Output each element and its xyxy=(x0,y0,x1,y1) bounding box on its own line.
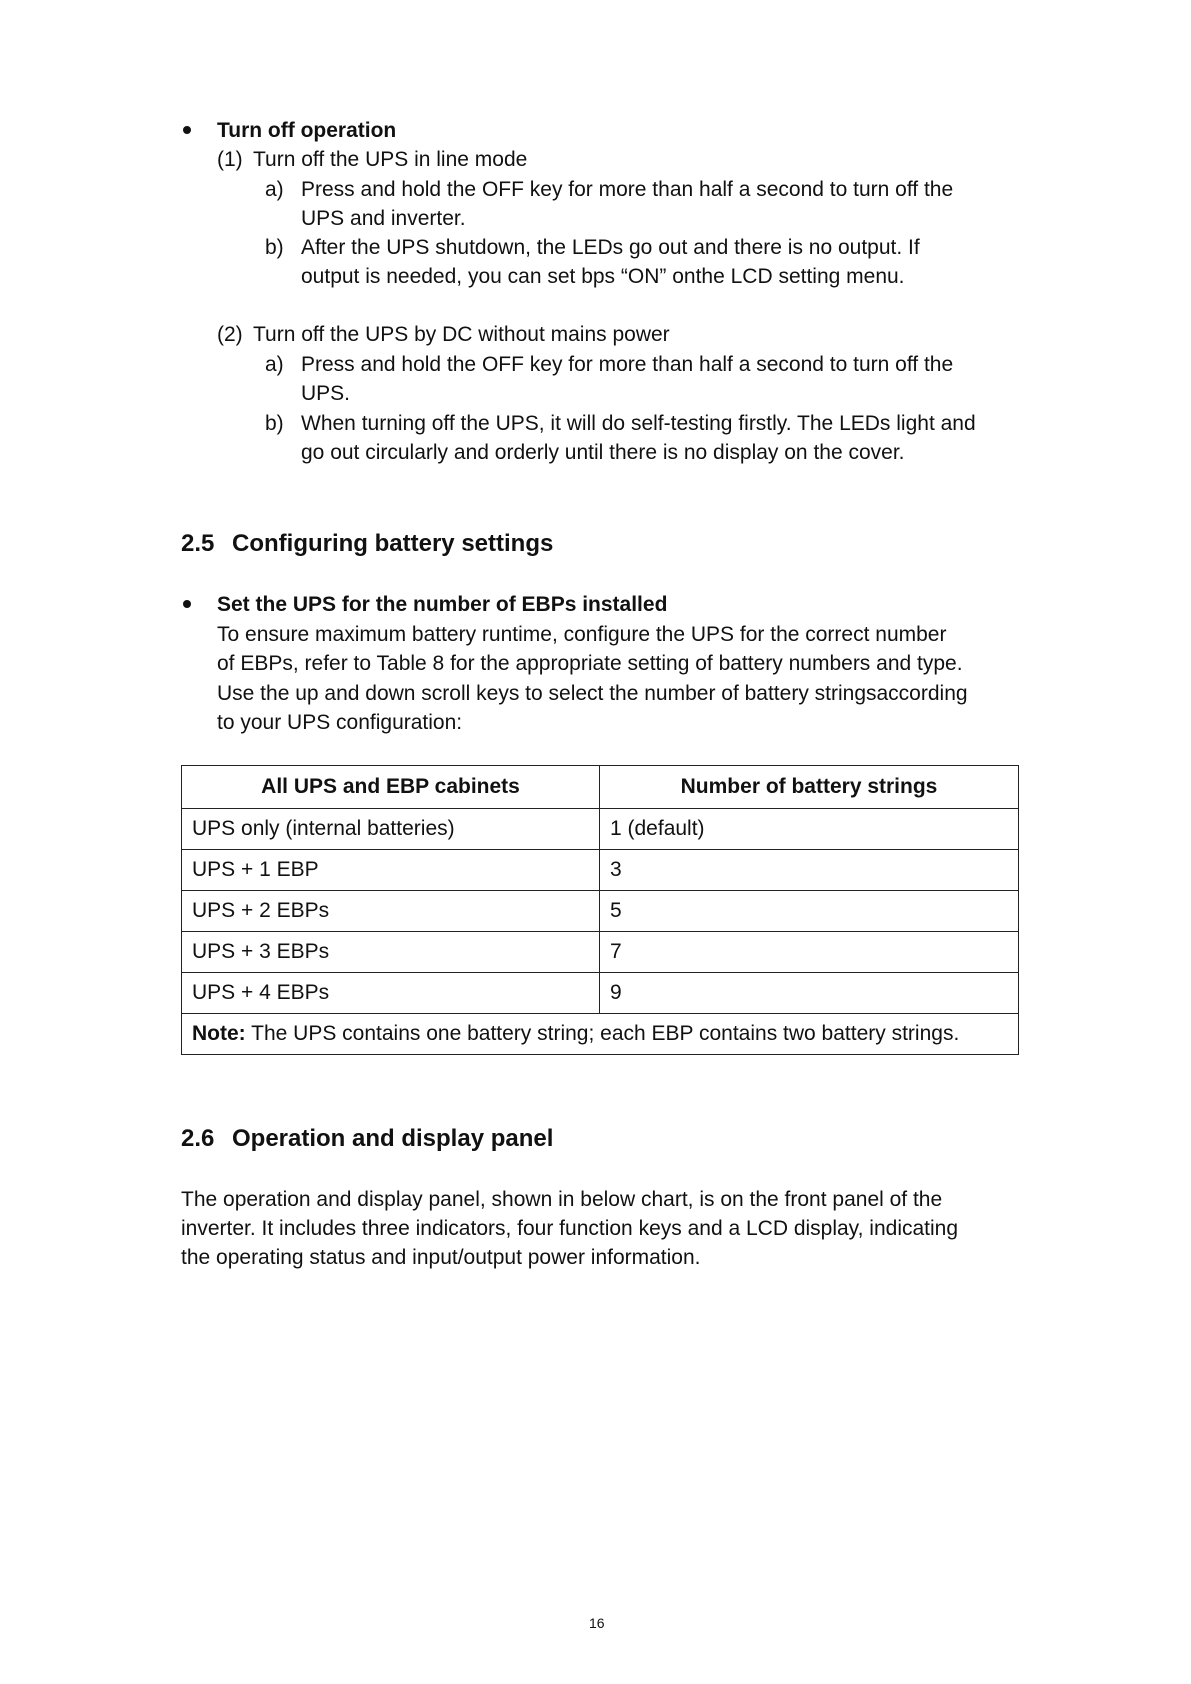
step-1a-label: a) xyxy=(265,178,284,201)
ebp-bullet-heading: Set the UPS for the number of EBPs installed xyxy=(217,593,668,616)
ebp-paragraph-line: Use the up and down scroll keys to select the number of battery stringsaccording xyxy=(217,682,968,705)
table-cell: 7 xyxy=(600,932,1019,973)
panel-paragraph-line: inverter. It includes three indicators, four function keys and a LCD display, indicating xyxy=(181,1217,959,1240)
table-cell: 1 (default) xyxy=(600,809,1019,850)
step-1-title: Turn off the UPS in line mode xyxy=(253,148,528,171)
turn-off-heading: Turn off operation xyxy=(217,119,397,142)
table-row xyxy=(182,973,1019,1014)
page-number: 16 xyxy=(589,1615,605,1631)
table-cell: UPS + 1 EBP xyxy=(182,850,600,891)
ebp-paragraph-line: to your UPS configuration: xyxy=(217,711,463,734)
step-1b-line1: After the UPS shutdown, the LEDs go out and there is no output. If xyxy=(301,236,920,259)
column-header: Number of battery strings xyxy=(600,766,1019,809)
step-2a-line1: Press and hold the OFF key for more than half a second to turn off the xyxy=(301,353,954,376)
section-2-6-number: 2.6 xyxy=(181,1125,215,1152)
battery-strings-table xyxy=(181,765,1019,1055)
step-2a-line2: UPS. xyxy=(301,382,351,405)
step-1-number: (1) xyxy=(217,148,243,171)
table-row xyxy=(182,809,1019,850)
step-2a-label: a) xyxy=(265,353,284,376)
table-cell: UPS + 2 EBPs xyxy=(182,891,600,932)
step-1a-line2: UPS and inverter. xyxy=(301,207,466,230)
ebp-paragraph-line: To ensure maximum battery runtime, configure the UPS for the correct number xyxy=(217,623,947,646)
table-cell: UPS + 4 EBPs xyxy=(182,973,600,1014)
table-row xyxy=(182,850,1019,891)
table-row xyxy=(182,891,1019,932)
step-2b-label: b) xyxy=(265,412,284,435)
note-label: Note: xyxy=(192,1022,246,1045)
table-cell: 5 xyxy=(600,891,1019,932)
section-2-5-number: 2.5 xyxy=(181,530,215,557)
table-cell: UPS + 3 EBPs xyxy=(182,932,600,973)
step-1a-line1: Press and hold the OFF key for more than half a second to turn off the xyxy=(301,178,954,201)
table-header-row xyxy=(182,766,1019,809)
section-2-6-title: Operation and display panel xyxy=(232,1125,554,1152)
step-2-title: Turn off the UPS by DC without mains power xyxy=(253,323,670,346)
bullet-icon xyxy=(183,600,191,608)
section-2-5-title: Configuring battery settings xyxy=(232,530,554,557)
step-2b-line1: When turning off the UPS, it will do self-testing firstly. The LEDs light and xyxy=(301,412,976,435)
step-2-number: (2) xyxy=(217,323,243,346)
table-cell: 3 xyxy=(600,850,1019,891)
table-note-row xyxy=(182,1014,1019,1055)
note-text: The UPS contains one battery string; each EBP contains two battery strings. xyxy=(245,1022,960,1045)
step-1b-line2: output is needed, you can set bps “ON” onthe LCD setting menu. xyxy=(301,265,905,288)
table-cell: UPS only (internal batteries) xyxy=(182,809,600,850)
step-2b-line2: go out circularly and orderly until there is no display on the cover. xyxy=(301,441,905,464)
step-1b-label: b) xyxy=(265,236,284,259)
table-note xyxy=(182,1014,1019,1055)
column-header: All UPS and EBP cabinets xyxy=(182,766,600,809)
panel-paragraph-line: The operation and display panel, shown in below chart, is on the front panel of the xyxy=(181,1188,943,1211)
ebp-paragraph-line: of EBPs, refer to Table 8 for the appropriate setting of battery numbers and type. xyxy=(217,652,963,675)
table-cell: 9 xyxy=(600,973,1019,1014)
table-row xyxy=(182,932,1019,973)
panel-paragraph-line: the operating status and input/output power information. xyxy=(181,1246,701,1269)
bullet-icon xyxy=(183,126,191,134)
